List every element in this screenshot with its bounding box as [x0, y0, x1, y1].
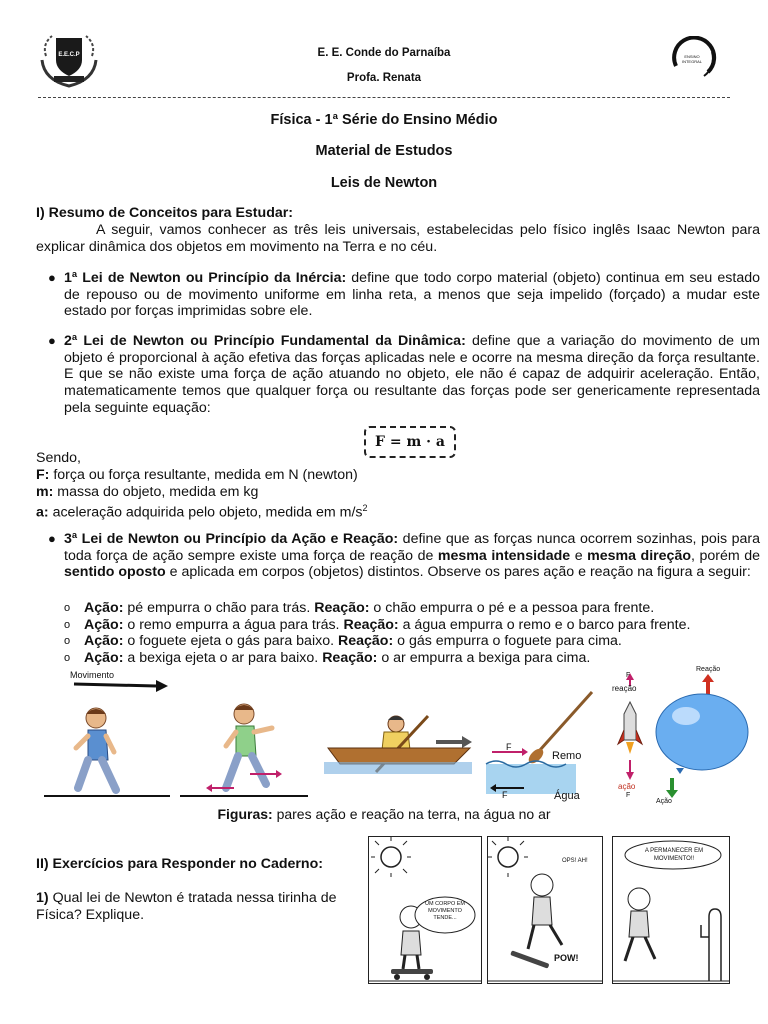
comic-bubble-3: A PERMANECER EM MOVIMENTO!!	[644, 848, 704, 862]
equation-box: F = m · a	[364, 426, 456, 458]
figure-oar	[484, 690, 604, 810]
law2-name: 2ª Lei de Newton ou Princípio Fundamental da Dinâmica:	[64, 333, 466, 349]
f-label-bottom: F	[502, 790, 508, 800]
bullet-icon: ●	[48, 333, 56, 348]
def-accel: a: aceleração adquirida pelo objeto, medida em $m/s^2$	[36, 503, 368, 521]
section1-heading: I) Resumo de Conceitos para Estudar:	[36, 205, 294, 221]
subject-title: Física - 1ª Série do Ensino Médio	[270, 112, 498, 128]
figure-canoe	[324, 712, 474, 776]
def-force: F: força ou força resultante, medida em N (newton)	[36, 467, 358, 483]
movimento-label: Movimento	[70, 670, 115, 680]
rocket-acao-label: ação	[618, 782, 636, 791]
comic-bubble-2: OPS! AH!	[562, 858, 588, 864]
balloon-reacao-label: Reação	[696, 666, 721, 673]
comic-panel-2	[487, 836, 603, 984]
rocket-f-bottom: F	[626, 792, 631, 799]
bullet-icon: ●	[48, 531, 56, 546]
section1-intro: A seguir, vamos conhecer as três leis universais, estabelecidas pelo físico inglês Isaac Newton para explicar dinâmica dos objetos em movimento na Terra e no céu.	[36, 222, 760, 255]
law1-item	[36, 270, 760, 320]
sendo-label: Sendo,	[36, 450, 81, 466]
school-logo-text: E.E.C.P	[58, 52, 80, 58]
comic-panel-1	[368, 836, 482, 984]
pair-row: o Ação: o remo empurra a água para trás. Reação: a água empurra o remo e o barco para frente.	[64, 617, 691, 633]
header-divider	[38, 97, 730, 98]
law3-item: ● 3ª Lei de Newton ou Princípio da Ação e Reação: define que as forças nunca ocorrem sozinhas, pois para toda força de ação sempre existe uma força de reação de mesma intensidade e mesma direção, porém de sentido oposto e aplicada em corpos (objetos) distintos. Observe os pares ação e reação na figura a seguir:	[48, 531, 760, 581]
school-name: E. E. Conde do Parnaíba	[317, 47, 451, 59]
topic-title: Leis de Newton	[330, 175, 438, 191]
remo-label: Remo	[552, 750, 582, 762]
pair-row: o Ação: pé empurra o chão para trás. Reação: o chão empurra o pé e a pessoa para frente.	[64, 600, 655, 616]
figure-walking-forces	[180, 680, 310, 802]
balloon-acao-label: Ação	[656, 798, 672, 805]
comic-bubble-1: UM CORPO EM MOVIMENTO TENDE...	[424, 901, 466, 921]
teacher-name: Profa. Renata	[346, 72, 422, 84]
figure-rocket	[610, 672, 650, 804]
bullet-icon: ●	[48, 270, 56, 285]
exponent: 2	[362, 503, 368, 513]
comic-sfx: POW!	[554, 953, 579, 963]
figure-walking	[44, 668, 174, 802]
material-title: Material de Estudos	[315, 143, 453, 159]
law1-name: 1ª Lei de Newton ou Princípio da Inércia:	[64, 270, 347, 286]
law2-text: define que a variação do movimento de um objeto é proporcional à ação efetiva das forças aplicadas nele e ocorre na mesma direção da força resultante. E que se não existe uma força de ação atuando no objeto, ele não é capaz de adquirir aceleração. Então, matematicamente temos que qualquer força ou resultante das forças pode ser genericamente representada pela seguinte equação:	[64, 333, 760, 416]
agua-label: Água	[554, 790, 580, 802]
integral-logo	[668, 36, 718, 82]
figure-caption: Figuras: pares ação e reação na terra, na água no ar	[217, 806, 551, 822]
law1-text: define que todo corpo material (objeto) continua em seu estado de repouso ou de movimento uniforme em linha reta, a menos que seja impelido (forçado) a mudar este estado por forças imprimidas sobre ele.	[64, 270, 760, 320]
integral-logo-text: ENSINO INTEGRAL	[681, 54, 702, 64]
section2-heading: II) Exercícios para Responder no Caderno:	[36, 856, 323, 872]
figure-balloon	[650, 664, 750, 810]
def-mass: m: massa do objeto, medida em kg	[36, 484, 259, 500]
comic-panel-3	[612, 836, 730, 984]
rocket-reacao-label: reação	[612, 684, 637, 693]
pair-row: o Ação: a bexiga ejeta o ar para baixo. Reação: o ar empurra a bexiga para cima.	[64, 650, 591, 666]
pair-row: o Ação: o foguete ejeta o gás para baixo. Reação: o gás empurra o foguete para cima.	[64, 633, 622, 649]
rocket-f-top: F	[626, 672, 631, 679]
law2-item	[36, 333, 760, 417]
f-label-top: F	[506, 742, 512, 752]
question-1: 1) Qual lei de Newton é tratada nessa tirinha de Física? Explique.	[36, 890, 337, 923]
